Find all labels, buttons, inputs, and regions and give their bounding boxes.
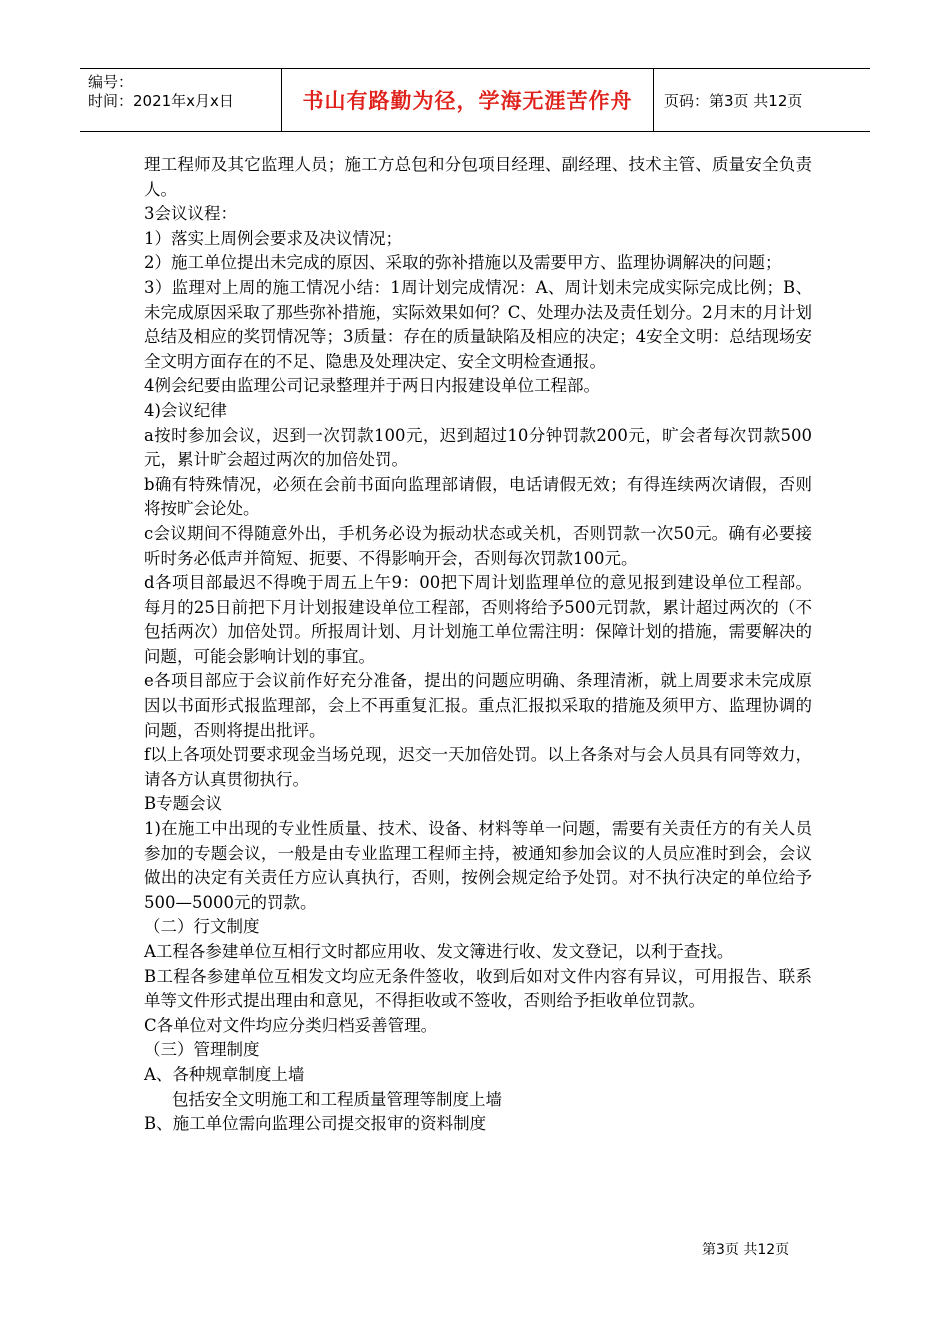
paragraph: B专题会议 [144, 794, 223, 814]
paragraph: A工程各参建单位互相行文时都应用收、发文簿进行收、发文登记，以利于查找。 [144, 942, 734, 961]
paragraph: f以上各项处罚要求现金当场兑现，迟交一天加倍处罚。以上各条对与会人员具有同等效力，请各方认真贯彻执行。 [144, 745, 812, 789]
paragraph: 包括安全文明施工和工程质量管理等制度上墙 [172, 1089, 502, 1109]
paragraph: c会议期间不得随意外出，手机务必设为振动状态或关机，否则罚款一次50元。确有必要接听时务必低声并简短、扼要、不得影响开会，否则每次罚款100元。 [144, 523, 812, 568]
header-motto: 书山有路勤为径，学海无涯苦作舟 [302, 89, 633, 113]
paragraph: C各单位对文件均应分类归档妥善管理。 [144, 1015, 438, 1035]
paragraph: 3会议议程： [144, 204, 237, 224]
header-page-number: 页码：第3页 共12页 [664, 91, 803, 110]
paragraph: 3）监理对上周的施工情况小结：1周计划完成情况：A、周计划未完成实际完成比例；B、未完成原因采取了那些弥补措施，实际效果如何？C、处理办法及责任划分。2月末的月计划总结及相应的奖罚情况等；3质量：存在的质量缺陷及相应的决定；4安全文明：总结现场安全文明方面存在的不足、隐患及处理决定、安全文明检查通报。 [144, 277, 812, 371]
paragraph: （二）行文制度 [144, 917, 260, 937]
paragraph: 理工程师及其它监理人员；施工方总包和分包项目经理、副经理、技术主管、质量安全负责人。 [144, 155, 812, 199]
paragraph: a按时参加会议，迟到一次罚款100元，迟到超过10分钟罚款200元，旷会者每次罚款500元，累计旷会超过两次的加倍处罚。 [144, 425, 812, 470]
paragraph: 1）落实上周例会要求及决议情况； [144, 228, 402, 248]
paragraph: d各项目部最迟不得晚于周五上午9：00把下周计划监理单位的意见报到建设单位工程部。每月的25日前把下月计划报建设单位工程部，否则将给予500元罚款，累计超过两次的（不包括两次）加倍处罚。所报周计划、月计划施工单位需注明：保障计划的措施，需要解决的问题，可能会影响计划的事宜。 [144, 573, 812, 666]
header-page-cell [654, 69, 870, 131]
header-motto-cell [282, 69, 654, 131]
paragraph: B工程各参建单位互相发文均应无条件签收，收到后如对文件内容有异议，可用报告、联系单等文件形式提出理由和意见，不得拒收或不签收，否则给予拒收单位罚款。 [144, 966, 812, 1011]
page-footer: 第3页 共12页 [702, 1242, 790, 1258]
paragraph: b确有特殊情况，必须在会前书面向监理部请假，电话请假无效；有得连续两次请假，否则将按旷会论处。 [144, 474, 812, 519]
paragraph: B、施工单位需向监理公司提交报审的资料制度 [144, 1114, 487, 1134]
header-meta [80, 69, 282, 131]
paragraph: 4例会纪要由监理公司记录整理并于两日内报建设单位工程部。 [144, 376, 600, 396]
document-body [144, 153, 812, 1137]
paragraph: 4)会议纪律 [144, 400, 227, 420]
header-time: 时间：2021年x月x日 [88, 92, 234, 110]
page-header [80, 68, 870, 132]
paragraph: 1)在施工中出现的专业性质量、技术、设备、材料等单一问题，需要有关责任方的有关人员参加的专题会议，一般是由专业监理工程师主持，被通知参加会议的人员应准时到会，会议做出的决定有关责任方应认真执行，否则，按例会规定给予处罚。对不执行决定的单位给予500—5000元的罚款。 [144, 819, 812, 912]
header-number: 编号： [88, 73, 134, 91]
paragraph: 2）施工单位提出未完成的原因、采取的弥补措施以及需要甲方、监理协调解决的问题； [144, 253, 782, 273]
paragraph: e各项目部应于会议前作好充分准备，提出的问题应明确、条理清淅，就上周要求未完成原因以书面形式报监理部，会上不再重复汇报。重点汇报拟采取的措施及须甲方、监理协调的问题，否则将提出批评。 [144, 671, 812, 740]
paragraph: A、各种规章制度上墙 [144, 1064, 305, 1084]
paragraph: （三）管理制度 [144, 1040, 260, 1060]
